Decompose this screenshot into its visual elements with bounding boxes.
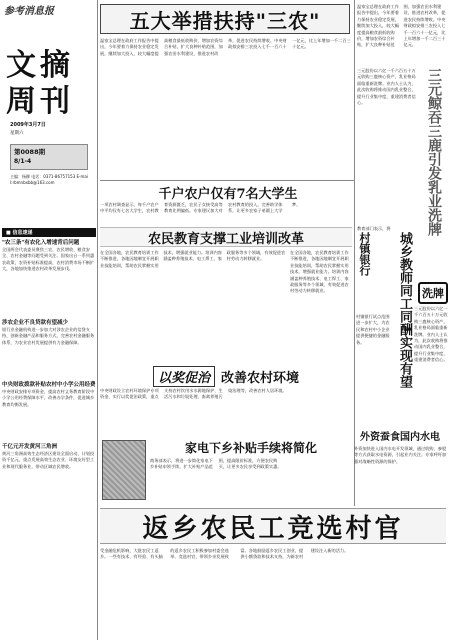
headline-three-rural: 五大举措扶持"三农" xyxy=(100,4,350,34)
issue-number: 第0088期 xyxy=(14,148,46,156)
brief-text: 全国两会代表委员聚焦三农，农民增收、粮食安全、农村金融等问题受到关注。国家出台一系列惠农政策，农资补贴标准提高，农村消费市场不断扩大，各地加快推进农村改革发展步伐。 xyxy=(2,247,95,272)
foreign-text: 外资加快进入国内水电开发领域，通过收购、参股等方式获取水电资源，引起业内关注。专家呼吁加强对战略性资源的保护。 xyxy=(354,446,447,464)
appliance-text: 商务部表示，将进一步简化家电下乡补贴申领手续，扩大补贴产品范围，提高限价标准，方便农民购买，让更多农民享受到政策实惠。 xyxy=(150,458,282,470)
headline-environment xyxy=(100,366,352,386)
return-text: 受金融危机影响，大批农民工返乡。一些有技术、有经验、有头脑的返乡农民工积极参加村委会选举，竞选村官，带领乡亲发展致富。各地鼓励返乡农民工创业，提供小额贷款和技术支持，为新农村建设注入新的活力。 xyxy=(100,548,349,560)
section-header: ■ 信息速递 xyxy=(2,228,96,237)
logo-char: 摘 xyxy=(40,48,70,83)
education-text-2: 在全国各地，农民教育培训工作不断推进，各地因地制宜开展职业技能培训，帮助农民掌握实用技术，增强就业能力。培训内容涵盖种养殖技术、电工焊工、家政服务等多个领域，有效促进农村劳动力转移就业。 xyxy=(290,250,349,294)
brand-name: 参考消息报 xyxy=(4,6,54,17)
info-section xyxy=(2,228,96,511)
section-rule xyxy=(100,180,354,181)
headline-quote: 以奖促治 xyxy=(153,366,215,387)
headline-appliance: 家电下乡补贴手续将简化 xyxy=(184,440,317,455)
brief-text: 银行业金融机构进一步加大对涉农企业的信贷支持，创新金融产品和服务方式，完善农村金融服务体系，为农业农村发展提供有力金融保障。 xyxy=(2,327,95,345)
brief-title: 中央财政拨款补贴农村中小学公用经费 xyxy=(2,382,96,388)
brief-text: 中央财政安排专项资金，提高农村义务教育阶段中小学公用经费保障水平，改善办学条件，促进城乡教育均衡发展。 xyxy=(2,389,95,407)
headline-return-migrants: 返乡农民工竞选村官 xyxy=(100,508,446,544)
issue-box xyxy=(10,144,88,170)
dairy-tag: 洗牌 xyxy=(418,282,448,304)
education-text: 在全国各地，农民教育培训工作不断推进，各地因地制宜开展职业技能培训，帮助农民掌握实用技术，增强就业能力。培训内容涵盖种养殖技术、电工焊工、家政服务等多个领域，有效促进农村劳动力转移就业。 xyxy=(100,250,286,268)
photo xyxy=(102,440,146,500)
headline-text: 改善农村环境 xyxy=(221,370,300,386)
brief-title: "农三条"有农化入增速背后问题 xyxy=(2,240,80,246)
logo-char: 刊 xyxy=(40,84,70,119)
weekday: 星期六 xyxy=(10,131,24,136)
bank-text: 村镇银行试点范围进一步扩大，为农民和农村中小企业提供便捷的金融服务。 xyxy=(356,314,390,345)
headline-bank: 村镇银行 xyxy=(358,232,371,276)
right-top-text: 温家宝总理在政府工作报告中提出，今年要着力保持农业稳定发展，继续加大投入，较大幅度提高粮食最低收购价，增加农资综合补贴，扩大良种补贴范围，加强农田水利建设，推进农村改革，促进农民持续增收。中央财政拟安排三农投入七千一百六十一亿元，比上年增加一千二百三十亿元。 xyxy=(357,4,446,48)
contact-info: 主编：杨柳 电话：0371-86757153 E-mail:rbmnbxbb@163.com xyxy=(10,174,88,185)
graduate-text: 一项农村调查显示，每千户农户中平均仅有七名大学生，农村教育资源匮乏，农民子女接受高等教育比例偏低。专家建议加大对农村教育的投入，完善助学体系，让更多农家子弟圆上大学梦。 xyxy=(100,202,301,214)
headline-education: 农民教育支撑工业培训改革 xyxy=(100,227,352,247)
brief-text: 黄河三角洲高效生态经济区建设全面启动，计划投资千亿元，重点发展高效生态农业、环境友好型工业和现代服务业，带动区域农民增收。 xyxy=(2,451,95,469)
headline-teacher: 城乡教师同工同酬实现有望 xyxy=(397,232,412,388)
headline-dairy: 三元鲸吞三鹿引发乳业洗牌 xyxy=(426,68,442,236)
logo-char: 文 xyxy=(6,48,36,83)
brief-title: 涉农企业不良贷款有望减少 xyxy=(2,320,69,326)
headline-foreign-hydro: 外资蚕食国内水电 xyxy=(360,431,440,443)
page-range: 8/1-4 xyxy=(14,158,32,165)
dairy-text: 三元股份以六亿一千六百五十万元收购三鹿核心资产，乳业格局面临重新洗牌。业内人士认为，此次收购将推动国内乳业整合，提升行业集中度，重建消费者信心。 xyxy=(357,68,416,106)
logo-char: 周 xyxy=(6,84,36,119)
logo xyxy=(6,40,90,118)
brief-title: 千亿元开发黄河三角洲 xyxy=(2,444,58,450)
dairy-text-2: 三元股份以六亿一千六百五十万元收购三鹿核心资产，乳业格局面临重新洗牌。业内人士认为，此次收购将推动国内乳业整合，提升行业集中度，重建消费者信心。 xyxy=(414,306,448,363)
headline-graduates: 千户农户仅有7名大学生 xyxy=(158,186,298,202)
column-divider xyxy=(97,0,98,640)
teacher-text: 教育部门表示，将 xyxy=(357,226,391,231)
environment-text: 中央财政设立农村环境保护专项资金，实行以奖促治政策，重点支持农村饮用水水源地保护、生活污水和垃圾处理、畜禽养殖污染治理等，改善农村人居环境。 xyxy=(100,388,287,400)
top-story-text: 温家宝总理在政府工作报告中提出，今年要着力保持农业稳定发展，继续加大投入，较大幅度提高粮食最低收购价，增加农资综合补贴，扩大良种补贴范围，加强农田水利建设，推进农村改革，促进农民持续增收。中央财政拟安排三农投入七千一百六十一亿元，比上年增加一千二百三十亿元。 xyxy=(100,38,351,56)
issue-date: 2009年3月7日 xyxy=(10,122,46,128)
